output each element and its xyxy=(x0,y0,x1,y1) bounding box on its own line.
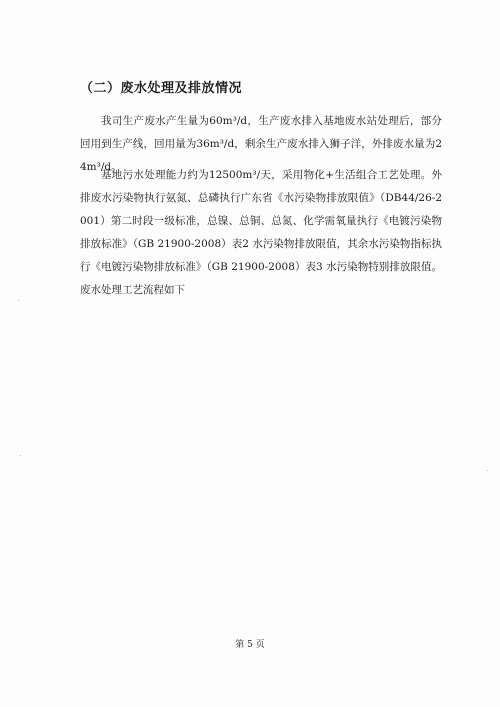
scan-speck xyxy=(20,455,21,456)
page-number: 第 5 页 xyxy=(235,640,265,650)
scan-speck xyxy=(18,300,19,301)
section-heading: （二）废水处理及排放情况 xyxy=(80,81,243,96)
paragraph-treatment-standards: 基地污水处理能力约为12500m³/天，采用物化+生活组合工艺处理。外排废水污染物执行氨氮、总磷执行广东省《水污染物排放限值》（DB44/26-2001）第二时段一级标准，总镍、总铜、总氮、化学需氧量执行《电镀污染物排放标准》（GB 21900-2008）表2 水污染物排放限值，其余水污染物指标执行《电镀污染物排放标准》（GB 21900-2008）表3 水污染物特别排放限值。废水处理工艺流程如下 xyxy=(80,168,442,296)
scan-speck xyxy=(487,470,488,471)
paragraph-wastewater-volume: 我司生产废水产生量为60m³/d，生产废水排入基地废水站处理后，部分回用到生产线，回用量为36m³/d，剩余生产废水排入狮子洋，外排废水量为24m³/d。 xyxy=(80,114,442,173)
